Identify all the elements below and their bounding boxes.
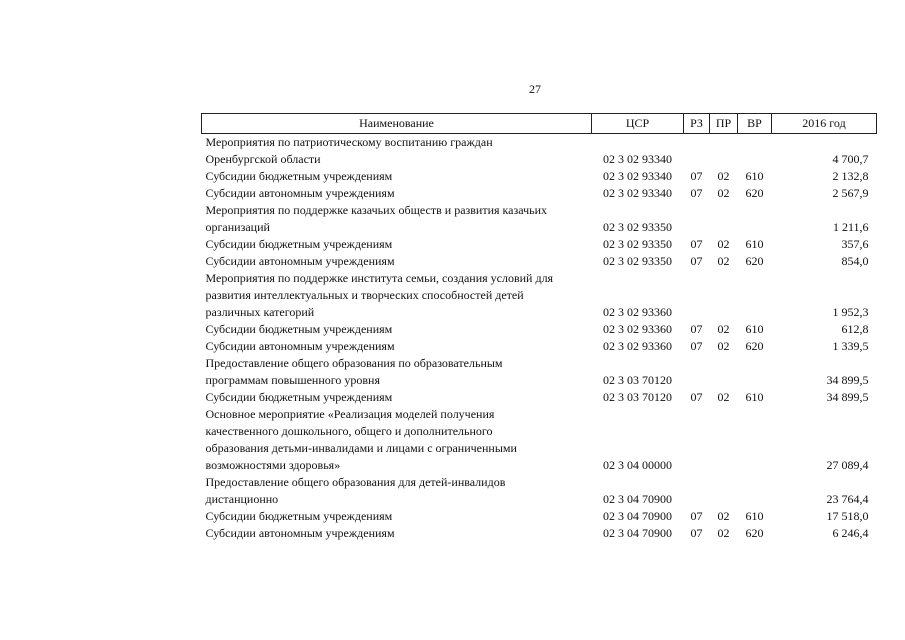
cell-rz	[684, 202, 710, 219]
table-row	[202, 253, 877, 270]
cell-vr	[738, 304, 772, 321]
cell-amount: 854,0	[841, 254, 869, 268]
cell-rz	[684, 134, 710, 152]
table-row	[202, 389, 877, 406]
table-row	[202, 304, 877, 321]
budget-table	[201, 113, 877, 542]
table-row	[202, 474, 877, 491]
cell-csr	[592, 406, 684, 423]
cell-pr: 02	[717, 509, 730, 523]
cell-csr	[592, 202, 684, 219]
cell-pr	[710, 134, 738, 152]
cell-amount: 2 132,8	[832, 169, 869, 183]
cell-csr	[592, 440, 684, 457]
cell-amount: 1 952,3	[832, 305, 869, 319]
cell-name: возможностями здоровья»	[205, 458, 341, 472]
cell-csr: 02 3 02 93340	[603, 152, 672, 166]
cell-vr	[738, 423, 772, 440]
cell-csr	[592, 134, 684, 152]
cell-amount	[772, 202, 877, 219]
cell-csr: 02 3 03 70120	[603, 390, 672, 404]
cell-amount: 1 211,6	[832, 220, 869, 234]
cell-csr	[592, 355, 684, 372]
cell-csr: 02 3 03 70120	[603, 373, 672, 387]
cell-name: образования детьми-инвалидами и лицами с ограниченными	[205, 441, 517, 455]
cell-name: развития интеллектуальных и творческих способностей детей	[205, 288, 524, 302]
cell-name: Субсидии автономным учреждениям	[205, 254, 395, 268]
cell-name: Субсидии бюджетным учреждениям	[205, 322, 393, 336]
cell-name: Мероприятия по поддержке казачьих обществ и развития казачьих	[205, 203, 548, 217]
cell-name: программам повышенного уровня	[205, 373, 380, 387]
cell-rz	[684, 355, 710, 372]
cell-vr: 620	[745, 526, 764, 540]
cell-csr: 02 3 04 70900	[603, 526, 672, 540]
cell-rz	[684, 219, 710, 236]
header-name: Наименование	[202, 114, 592, 134]
table-row	[202, 168, 877, 185]
table-row	[202, 134, 877, 152]
cell-vr: 620	[745, 254, 764, 268]
cell-vr: 620	[745, 339, 764, 353]
cell-amount: 23 764,4	[826, 492, 869, 506]
cell-pr: 02	[717, 237, 730, 251]
cell-amount: 34 899,5	[826, 373, 869, 387]
cell-pr: 02	[717, 322, 730, 336]
cell-rz	[684, 423, 710, 440]
cell-name: качественного дошкольного, общего и дополнительного	[205, 424, 493, 438]
cell-rz	[684, 457, 710, 474]
cell-pr	[710, 372, 738, 389]
cell-amount	[772, 423, 877, 440]
cell-rz	[684, 372, 710, 389]
cell-amount	[772, 270, 877, 287]
cell-pr	[710, 287, 738, 304]
cell-csr	[592, 270, 684, 287]
table-row	[202, 270, 877, 287]
header-rz: РЗ	[684, 114, 710, 134]
table-row	[202, 219, 877, 236]
cell-rz: 07	[690, 390, 703, 404]
cell-vr	[738, 151, 772, 168]
cell-pr	[710, 423, 738, 440]
cell-vr	[738, 355, 772, 372]
table-row	[202, 457, 877, 474]
cell-csr	[592, 474, 684, 491]
cell-vr	[738, 372, 772, 389]
cell-rz: 07	[690, 339, 703, 353]
cell-rz	[684, 406, 710, 423]
cell-name: Предоставление общего образования для детей-инвалидов	[205, 475, 506, 489]
table-row	[202, 525, 877, 542]
table-row	[202, 372, 877, 389]
cell-vr: 610	[745, 509, 764, 523]
cell-amount: 27 089,4	[826, 458, 869, 472]
cell-amount: 612,8	[841, 322, 869, 336]
cell-vr	[738, 406, 772, 423]
cell-amount: 34 899,5	[826, 390, 869, 404]
cell-name: Субсидии автономным учреждениям	[205, 339, 395, 353]
cell-rz	[684, 151, 710, 168]
cell-amount	[772, 287, 877, 304]
table-row	[202, 202, 877, 219]
cell-pr	[710, 491, 738, 508]
cell-vr: 620	[745, 186, 764, 200]
cell-rz	[684, 491, 710, 508]
cell-pr: 02	[717, 169, 730, 183]
cell-csr	[592, 287, 684, 304]
cell-pr	[710, 440, 738, 457]
cell-vr	[738, 491, 772, 508]
cell-csr: 02 3 04 00000	[603, 458, 672, 472]
table-row	[202, 287, 877, 304]
cell-name: Субсидии автономным учреждениям	[205, 186, 395, 200]
cell-pr: 02	[717, 390, 730, 404]
cell-rz: 07	[690, 509, 703, 523]
cell-csr: 02 3 02 93360	[603, 305, 672, 319]
cell-name: организаций	[205, 220, 270, 234]
cell-amount	[772, 134, 877, 152]
cell-amount	[772, 440, 877, 457]
cell-pr	[710, 457, 738, 474]
header-pr: ПР	[710, 114, 738, 134]
page-number: 27	[529, 82, 541, 96]
cell-vr: 610	[745, 322, 764, 336]
cell-rz	[684, 474, 710, 491]
header-year: 2016 год	[772, 114, 877, 134]
cell-name: Субсидии бюджетным учреждениям	[205, 169, 393, 183]
cell-csr: 02 3 02 93340	[603, 186, 672, 200]
cell-csr	[592, 423, 684, 440]
cell-vr	[738, 287, 772, 304]
cell-rz	[684, 304, 710, 321]
table-row	[202, 151, 877, 168]
cell-pr	[710, 219, 738, 236]
cell-amount: 4 700,7	[832, 152, 869, 166]
cell-pr: 02	[717, 254, 730, 268]
cell-vr	[738, 270, 772, 287]
cell-vr	[738, 457, 772, 474]
cell-vr	[738, 219, 772, 236]
cell-rz: 07	[690, 186, 703, 200]
cell-csr: 02 3 02 93360	[603, 322, 672, 336]
cell-rz: 07	[690, 322, 703, 336]
cell-vr	[738, 474, 772, 491]
cell-pr: 02	[717, 186, 730, 200]
cell-name: различных категорий	[205, 305, 315, 319]
cell-vr: 610	[745, 390, 764, 404]
cell-name: Оренбургской области	[205, 152, 321, 166]
header-vr: ВР	[738, 114, 772, 134]
cell-name: Субсидии бюджетным учреждениям	[205, 390, 393, 404]
header-csr: ЦСР	[592, 114, 684, 134]
table-row	[202, 440, 877, 457]
table-header-row	[202, 114, 877, 134]
cell-name: Предоставление общего образования по образовательным	[205, 356, 503, 370]
cell-amount: 6 246,4	[832, 526, 869, 540]
cell-pr	[710, 304, 738, 321]
cell-amount: 17 518,0	[826, 509, 869, 523]
table-row	[202, 321, 877, 338]
cell-pr	[710, 202, 738, 219]
cell-amount: 2 567,9	[832, 186, 869, 200]
table-row	[202, 355, 877, 372]
cell-name: дистанционно	[205, 492, 279, 506]
table-row	[202, 185, 877, 202]
cell-rz: 07	[690, 237, 703, 251]
cell-pr	[710, 151, 738, 168]
cell-vr	[738, 134, 772, 152]
cell-pr	[710, 474, 738, 491]
cell-csr: 02 3 02 93350	[603, 254, 672, 268]
cell-amount	[772, 355, 877, 372]
cell-pr: 02	[717, 526, 730, 540]
cell-csr: 02 3 02 93340	[603, 169, 672, 183]
cell-rz	[684, 287, 710, 304]
cell-csr: 02 3 02 93350	[603, 220, 672, 234]
cell-vr	[738, 440, 772, 457]
table-row	[202, 406, 877, 423]
table-row	[202, 508, 877, 525]
cell-csr: 02 3 04 70900	[603, 509, 672, 523]
cell-csr: 02 3 02 93350	[603, 237, 672, 251]
cell-amount: 357,6	[841, 237, 869, 251]
table-row	[202, 236, 877, 253]
cell-csr: 02 3 04 70900	[603, 492, 672, 506]
cell-name: Основное мероприятие «Реализация моделей получения	[205, 407, 495, 421]
table-body	[202, 134, 877, 543]
cell-pr	[710, 355, 738, 372]
cell-name: Субсидии бюджетным учреждениям	[205, 237, 393, 251]
cell-name: Мероприятия по патриотическому воспитанию граждан	[205, 135, 493, 149]
table-row	[202, 491, 877, 508]
cell-rz: 07	[690, 169, 703, 183]
cell-csr: 02 3 02 93360	[603, 339, 672, 353]
cell-name: Субсидии автономным учреждениям	[205, 526, 395, 540]
cell-amount: 1 339,5	[832, 339, 869, 353]
cell-pr	[710, 406, 738, 423]
cell-pr: 02	[717, 339, 730, 353]
cell-amount	[772, 474, 877, 491]
cell-rz: 07	[690, 526, 703, 540]
cell-rz: 07	[690, 254, 703, 268]
cell-rz	[684, 440, 710, 457]
cell-vr: 610	[745, 237, 764, 251]
cell-name: Субсидии бюджетным учреждениям	[205, 509, 393, 523]
table-row	[202, 423, 877, 440]
cell-rz	[684, 270, 710, 287]
cell-vr: 610	[745, 169, 764, 183]
cell-name: Мероприятия по поддержке института семьи, создания условий для	[205, 271, 554, 285]
cell-amount	[772, 406, 877, 423]
cell-pr	[710, 270, 738, 287]
table-row	[202, 338, 877, 355]
cell-vr	[738, 202, 772, 219]
